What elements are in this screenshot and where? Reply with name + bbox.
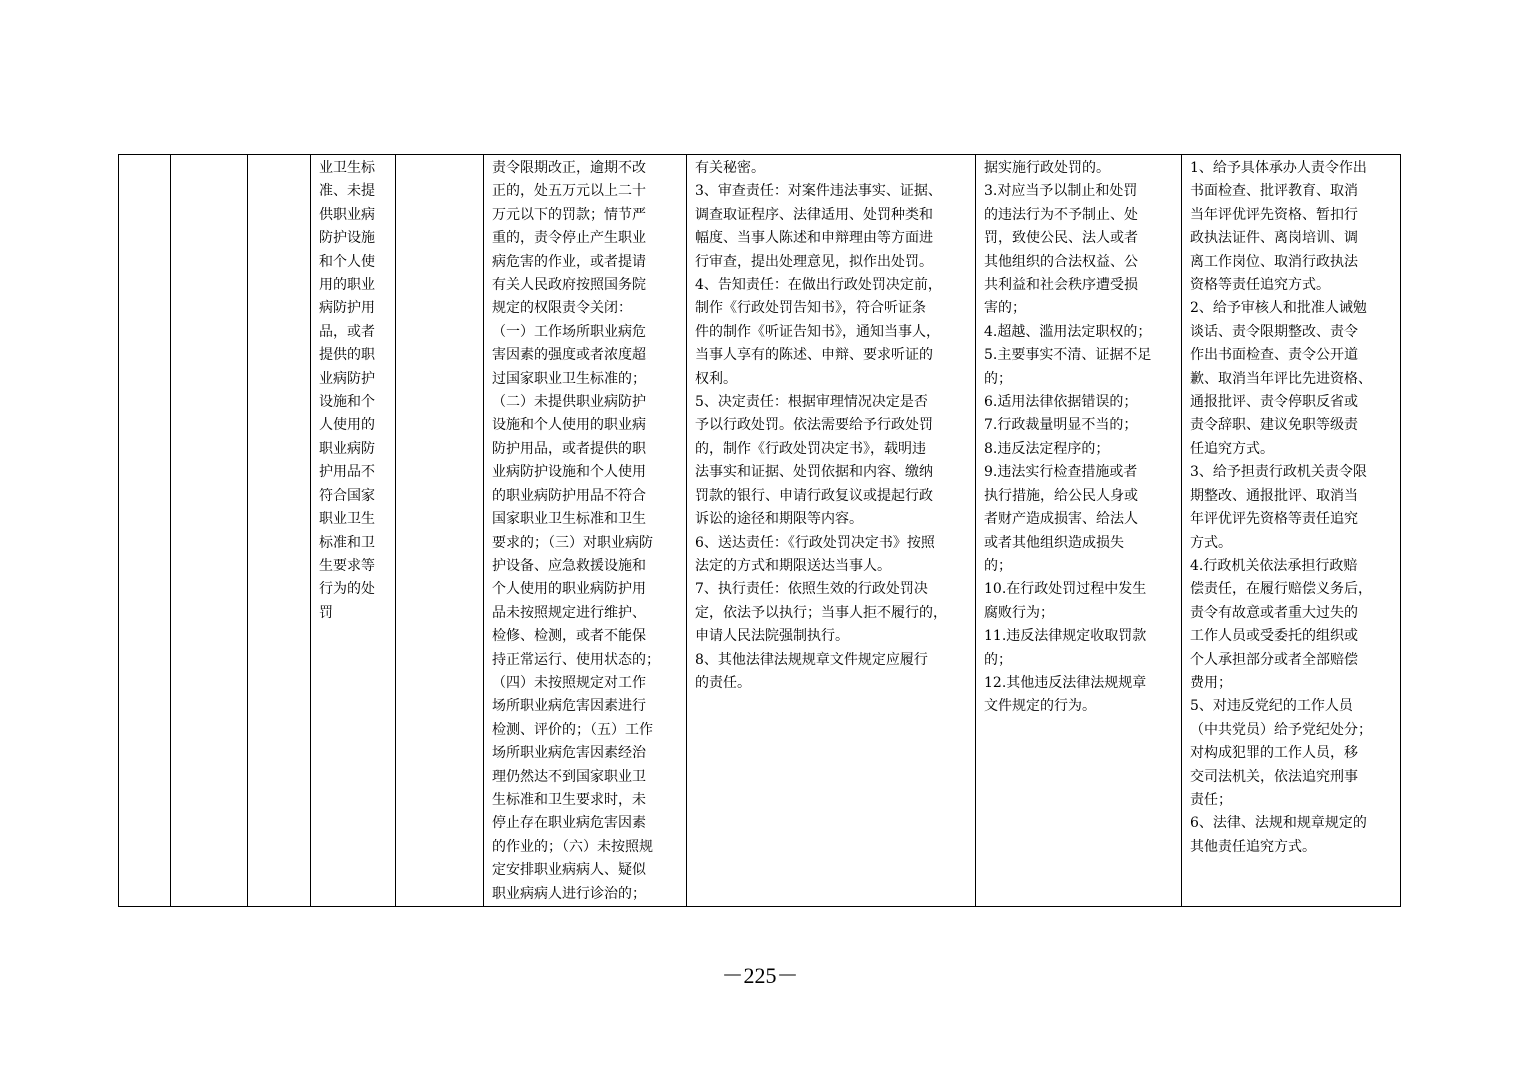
page-number: －225－ [721, 963, 799, 988]
responsibility-table [118, 154, 1401, 907]
table-column-3 [248, 155, 311, 906]
table-column-1 [119, 155, 171, 906]
cell-responsibilities: 有关秘密。 3、审查责任：对案件违法事实、证据、 调查取证程序、法律适用、处罚种类和 幅度、当事人陈述和申辩理由等方面进 行审查，提出处理意见，拟作出处罚。 4、告知责任：在做出行政处罚决定前， 制作《行政处罚告知书》，符合听证条 件的制作《听证告知书》，通知当事人， 当事人享有的陈述、申辩、要求听证的 权利。 5、决定责任：根据审理情况决定是否 予以行政处罚。依法需要给予行政处罚 的，制作《行政处罚决定书》，载明违 法事实和证据、处罚依据和内容、缴纳 罚款的银行、申请行政复议或提起行政 诉讼的途径和期限等内容。 6、送达责任：《行政处罚决定书》按照 法定的方式和期限送达当事人。 7、执行责任：依照生效的行政处罚决 定，依法予以执行；当事人拒不履行的， 申请人民法院强制执行。 8、其他法律法规规章文件规定应履行 的责任。 [695, 160, 947, 691]
table-column-9 [1182, 155, 1400, 906]
cell-accountability-methods: 1、给予具体承办人责令作出 书面检查、批评教育、取消 当年评优评先资格、暂扣行 政执法证件、离岗培训、调 离工作岗位、取消行政执法 资格等责任追究方式。 2、给予审核人和批准人诫勉 谈话、责令限期整改、责令 作出书面检查、责令公开道 歉、取消当年评比先进资格、 通报批评、责令停职反省或 责令辞职、建议免职等级责 任追究方式。 3、给予担责行政机关责令限 期整改、通报批评、取消当 年评优评先资格等责任追究 方式。 4.行政机关依法承担行政赔 偿责任，在履行赔偿义务后， 责令有故意或者重大过失的 工作人员或受委托的组织或 个人承担部分或者全部赔偿 费用； 5、对违反党纪的工作人员 （中共党员）给予党纪处分； 对构成犯罪的工作人员，移 交司法机关，依法追究刑事 责任； 6、法律、法规和规章规定的 其他责任追究方式。 [1190, 160, 1372, 855]
table-column-8 [976, 155, 1182, 906]
table-column-2 [171, 155, 248, 906]
table-column-4 [311, 155, 396, 906]
table-column-5 [396, 155, 484, 906]
table-column-6 [484, 155, 687, 906]
cell-item-name: 业卫生标 准、未提 供职业病 防护设施 和个人使 用的职业 病防护用 品，或者 提供的职 业病防护 设施和个 人使用的 职业病防 护用品不 符合国家 职业卫生 标准和卫 生要求等 行为的处 罚 [319, 160, 375, 621]
cell-legal-basis: 责令限期改正，逾期不改 正的，处五万元以上二十 万元以下的罚款；情节严 重的，责令停止产生职业 病危害的作业，或者提请 有关人民政府按照国务院 规定的权限责令关闭： （一）工作场所职业病危 害因素的强度或者浓度超 过国家职业卫生标准的； （二）未提供职业病防护 设施和个人使用的职业病 防护用品，或者提供的职 业病防护设施和个人使用 的职业病防护用品不符合 国家职业卫生标准和卫生 要求的；（三）对职业病防 护设备、应急救援设施和 个人使用的职业病防护用 品未按照规定进行维护、 检修、检测，或者不能保 持正常运行、使用状态的； （四）未按照规定对工作 场所职业病危害因素进行 检测、评价的；（五）工作 场所职业病危害因素经治 理仍然达不到国家职业卫 生标准和卫生要求时，未 停止存在职业病危害因素 的作业的；（六）未按照规 定安排职业病病人、疑似 职业病病人进行诊治的； [492, 160, 660, 902]
cell-accountability-cases: 据实施行政处罚的。 3.对应当予以制止和处罚 的违法行为不予制止、处 罚，致使公民、法人或者 其他组织的合法权益、公 共利益和社会秩序遭受损 害的； 4.超越、滥用法定职权的； 5.主要事实不清、证据不足 的； 6.适用法律依据错误的； 7.行政裁量明显不当的； 8.违反法定程序的； 9.违法实行检查措施或者 执行措施，给公民人身或 者财产造成损害、给法人 或者其他组织造成损失 的； 10.在行政处罚过程中发生 腐败行为； 11.违反法律规定收取罚款 的； 12.其他违反法律法规规章 文件规定的行为。 [984, 160, 1152, 715]
table-column-7 [687, 155, 976, 906]
